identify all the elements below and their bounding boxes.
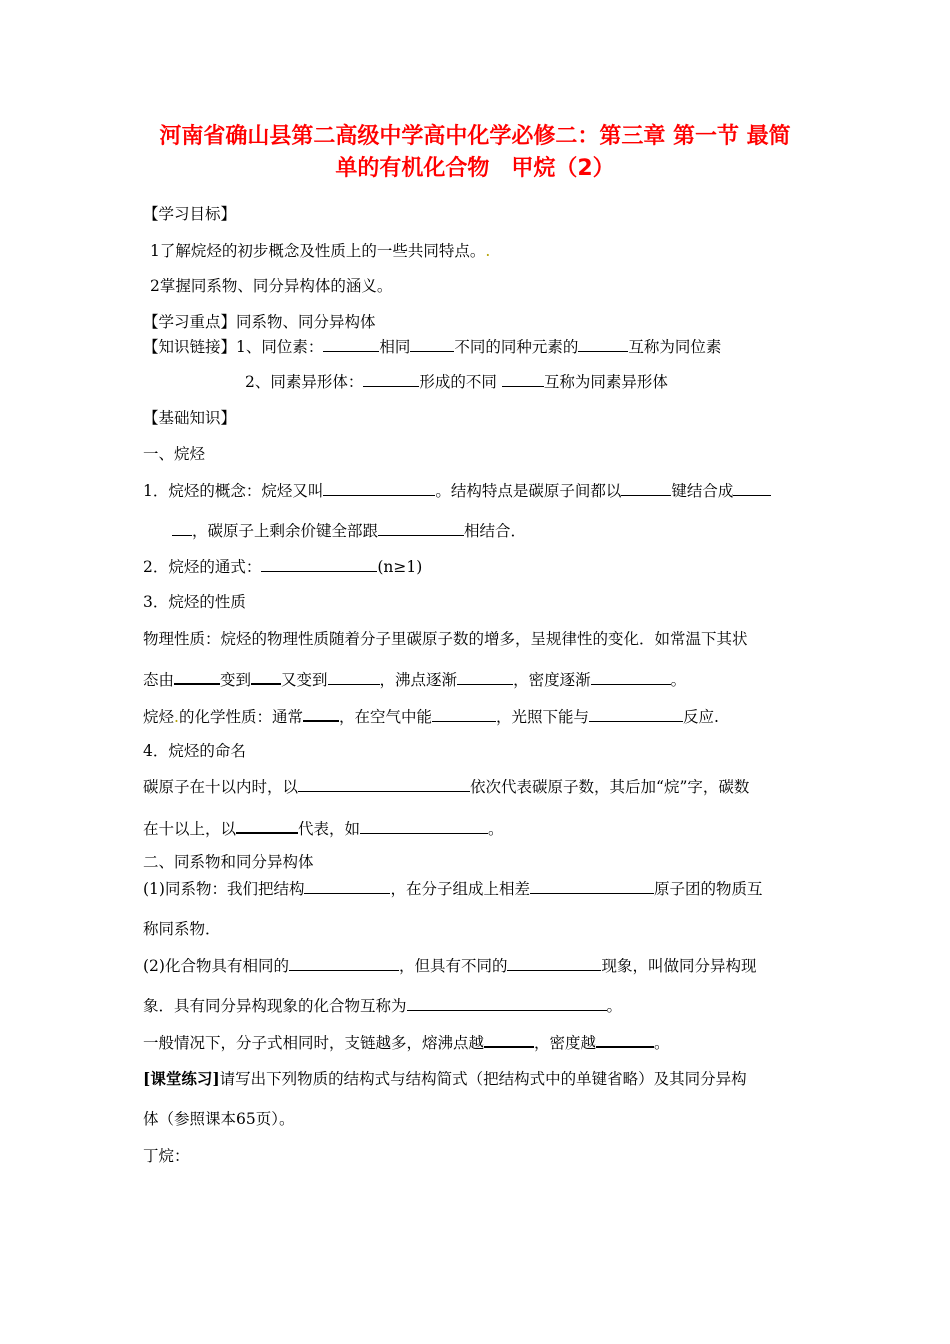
alkane-concept-a: 1．烷烃的概念：烷烃又叫 xyxy=(143,482,324,500)
gen-b: ，密度越 xyxy=(534,1034,597,1052)
name-e: 。 xyxy=(488,820,504,838)
link-isotope-end: 互称为同位素 xyxy=(628,338,722,356)
link-allotrope-label: 2、同素异形体： xyxy=(245,373,364,391)
alkane-concept-e: 相结合． xyxy=(464,522,527,540)
iso-a: (2)化合物具有相同的 xyxy=(143,957,289,975)
practice-line1 xyxy=(143,1069,747,1089)
practice-line2: 体（参照课本65页）。 xyxy=(143,1110,295,1128)
alkane-naming-heading: 4．烷烃的命名 xyxy=(143,742,246,760)
link-isotope-line xyxy=(143,337,721,357)
phys-d: ，沸点逐渐 xyxy=(379,671,458,689)
iso-b: ，但具有不同的 xyxy=(398,957,508,975)
hom-b: ，在分子组成上相差 xyxy=(390,880,530,898)
practice-text1: 请写出下列物质的结构式与结构简式（把结构式中的单键省略）及其同分异构 xyxy=(219,1070,747,1088)
isomer-line1 xyxy=(143,956,757,976)
link-isotope-label: 【知识链接】1、同位素： xyxy=(143,338,324,356)
iso-e: 。 xyxy=(606,997,623,1015)
iso-d: 象．具有同分异构现象的化合物互称为 xyxy=(143,997,407,1015)
chem-d: ，光照下能与 xyxy=(495,708,589,726)
document-title-line2: 单的有机化合物 甲烷（2） xyxy=(335,156,615,181)
butane-label: 丁烷： xyxy=(143,1147,190,1165)
naming-line1 xyxy=(143,777,749,797)
name-c: 在十以上，以 xyxy=(143,820,237,838)
name-d: 代表，如 xyxy=(298,820,361,838)
homolog-line2: 称同系物． xyxy=(143,920,221,938)
alkane-properties-heading: 3．烷烃的性质 xyxy=(143,593,246,611)
alkane-concept-line2 xyxy=(172,521,526,541)
homolog-line1 xyxy=(143,879,763,899)
link-allotrope-line xyxy=(245,372,668,392)
physical-properties-line1: 物理性质：烷烃的物理性质随着分子里碳原子数的增多，呈规律性的变化．如常温下其状 xyxy=(143,630,748,648)
objective-item-2: 2掌握同系物、同分异构体的涵义。 xyxy=(150,277,393,295)
phys-a: 态由 xyxy=(143,671,175,689)
physical-properties-line2 xyxy=(143,669,686,690)
phys-c: 又变到 xyxy=(281,671,328,689)
focus-line: 【学习重点】同系物、同分异构体 xyxy=(143,313,376,331)
alkane-concept-c: 键结合成 xyxy=(671,482,734,500)
hom-c: 原子团的物质互 xyxy=(653,880,763,898)
chem-a: 烷烃 xyxy=(143,708,175,726)
naming-line2 xyxy=(143,818,504,839)
link-isotope-diff: 不同的同种元素的 xyxy=(454,338,579,356)
chem-b: 的化学性质：通常 xyxy=(178,708,303,726)
general-rule-line xyxy=(143,1032,670,1053)
link-allotrope-end: 互称为同素异形体 xyxy=(543,373,668,391)
isomer-line2 xyxy=(143,996,622,1016)
name-a: 碳原子在十以内时，以 xyxy=(143,778,299,796)
document-title-line1: 河南省确山县第二高级中学高中化学必修二：第三章 第一节 最简 xyxy=(159,124,791,149)
phys-b: 变到 xyxy=(220,671,252,689)
phys-f: 。 xyxy=(670,671,687,689)
practice-label: [课堂练习] xyxy=(143,1069,220,1088)
chem-e: 反应. xyxy=(683,708,719,726)
alkane-concept-b: 。结构特点是碳原子间都以 xyxy=(435,482,622,500)
alkane-formula-label: 2．烷烃的通式： xyxy=(143,558,262,576)
section-homolog-isomer: 二、同系物和同分异构体 xyxy=(143,853,314,871)
alkane-formula-line xyxy=(143,557,422,577)
name-b: 依次代表碳原子数，其后加“烷”字，碳数 xyxy=(470,778,750,796)
chemical-properties-line: 烷烃.的化学性质：通常 ，在空气中能 ，光照下能与 反应. xyxy=(143,708,719,726)
basics-header: 【基础知识】 xyxy=(143,409,237,427)
phys-e: ，密度逐渐 xyxy=(513,671,591,689)
objectives-header: 【学习目标】 xyxy=(143,205,237,223)
link-isotope-same: 相同 xyxy=(379,338,411,356)
chem-c: ，在空气中能 xyxy=(338,708,432,726)
alkane-concept-line1 xyxy=(143,481,771,501)
link-allotrope-mid: 形成的不同 xyxy=(419,373,502,391)
gen-a: 一般情况下，分子式相同时，支链越多，熔沸点越 xyxy=(143,1034,485,1052)
objective-item-1: 1了解烷烃的初步概念及性质上的一些共同特点。. xyxy=(150,242,491,260)
iso-c: 现象，叫做同分异构现 xyxy=(601,957,757,975)
section-alkane: 一、烷烃 xyxy=(143,445,206,463)
objective-text-1: 1了解烷烃的初步概念及性质上的一些共同特点。 xyxy=(150,242,486,260)
alkane-concept-d: ，碳原子上剩余价键全部跟 xyxy=(192,522,379,540)
alkane-formula-condition: (n≥1) xyxy=(377,558,423,576)
hom-a: (1)同系物：我们把结构 xyxy=(143,880,305,898)
gen-c: 。 xyxy=(654,1034,670,1052)
